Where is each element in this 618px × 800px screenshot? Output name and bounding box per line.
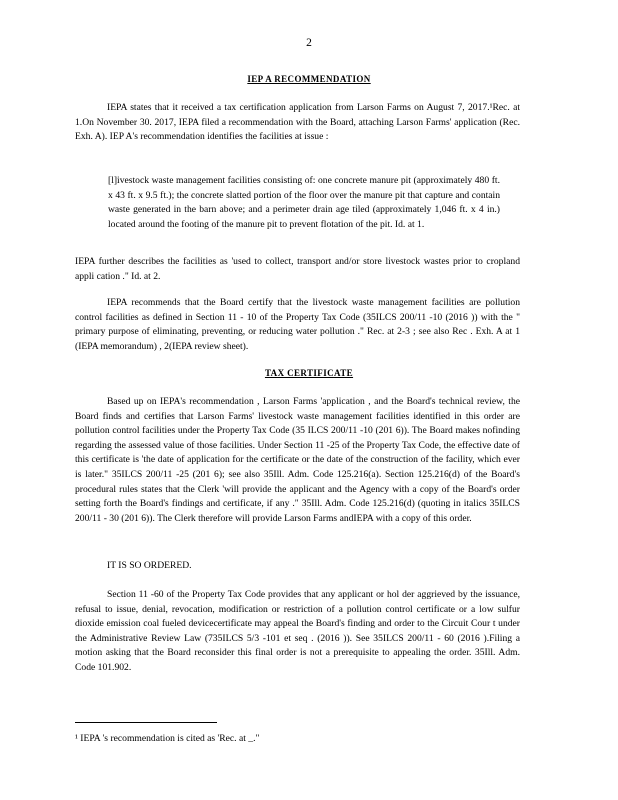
paragraph-appeal-rights: Section 11 -60 of the Property Tax Code provides that any applicant or hol der aggrieved by the issuance, refusal to issue, denial, revocation, modification or restriction of a pollution control certificate or a low sulfur dioxide emission coal fueled devicecertificate may appeal the Board's finding and order to the Circuit Cour t under the Administrative Review Law (735ILCS 5/3 -101 et seq . (2016 )). See 35ILCS 200/11 - 60 (2016 ).Filing a motion asking that the Board reconsider this final order is not a prerequisite to appealing the order. 35Ill. Adm. Code 101.902. — [75, 589, 520, 673]
footnote: ¹ IEPA 's recommendation is cited as 'Rec. at _." — [75, 733, 260, 744]
heading-recommendation-text: IEP A RECOMMENDATION — [247, 74, 371, 84]
paragraph-application: IEPA states that it received a tax certification application from Larson Farms on August 7, 2017.¹Rec. at 1.On November 30. 2017, IEPA filed a recommendation with the Board, attaching Larson Farms' application (Rec. Exh. A). IEP A's recommendation identifies the facilities at issue : — [75, 102, 520, 143]
paragraph-board-finding: Based up on IEPA's recommendation , Larson Farms 'application , and the Board's technical review, the Board finds and certifies that Larson Farms' livestock waste management facilities identified in this order are pollution control facilities under the Property Tax Code (35 ILCS 200/11 -10 (201 6)). The Board makes nofinding regarding the assessed value of those facilities. Under Section 11 -25 of the Property Tax Code, the effective date of this certificate is 'the date of application for the certificate or the date of the construction of the facility, which ever is later." 35ILCS 200/11 -25 (201 6); see also 35Ill. Adm. Code 125.216(a). Section 125.216(d) of the Board's procedural rules states that the Clerk 'will provide the applicant and the Agency with a copy of the Board's order setting forth the Board's findings and certificate, if any ." 35Ill. Adm. Code 125.216(d) (quoting in italics 35ILCS 200/11 - 30 (201 6)). The Clerk therefore will provide Larson Farms andIEPA with a copy of this order. — [75, 396, 520, 524]
block-quote-facilities: [l]ivestock waste management facilities consisting of: one concrete manure pit (approximately 480 ft. x 43 ft. x 9.5 ft.); the concrete slatted portion of the floor over the manure pit that capture and contain waste generated in the barn above; and a perimeter drain age tiled (approximately 1,046 ft. x 4 in.) located around the footing of the manure pit to prevent flotation of the pit. Id. at 1. — [108, 175, 500, 230]
paragraph-iepa-recommends: IEPA recommends that the Board certify that the livestock waste management facilities are pollution control facilities as defined in Section 11 - 10 of the Property Tax Code (35ILCS 200/11 -10 (2016 )) with the " primary purpose of eliminating, preventing, or reducing water pollution ." Rec. at 2-3 ; see also Rec . Exh. A at 1 (IEPA memorandum) , 2(IEPA review sheet). — [75, 297, 520, 352]
paragraph-so-ordered: IT IS SO ORDERED. — [107, 560, 192, 571]
heading-tax-certificate-text: TAX CERTIFICATE — [264, 368, 354, 378]
heading-recommendation — [0, 74, 618, 84]
footnote-divider — [75, 722, 217, 723]
heading-tax-certificate — [0, 368, 618, 378]
page-number: 2 — [306, 37, 312, 49]
paragraph-description: IEPA further describes the facilities as 'used to collect, transport and/or store livestock wastes prior to cropland appli cation ." Id. at 2. — [75, 256, 520, 282]
